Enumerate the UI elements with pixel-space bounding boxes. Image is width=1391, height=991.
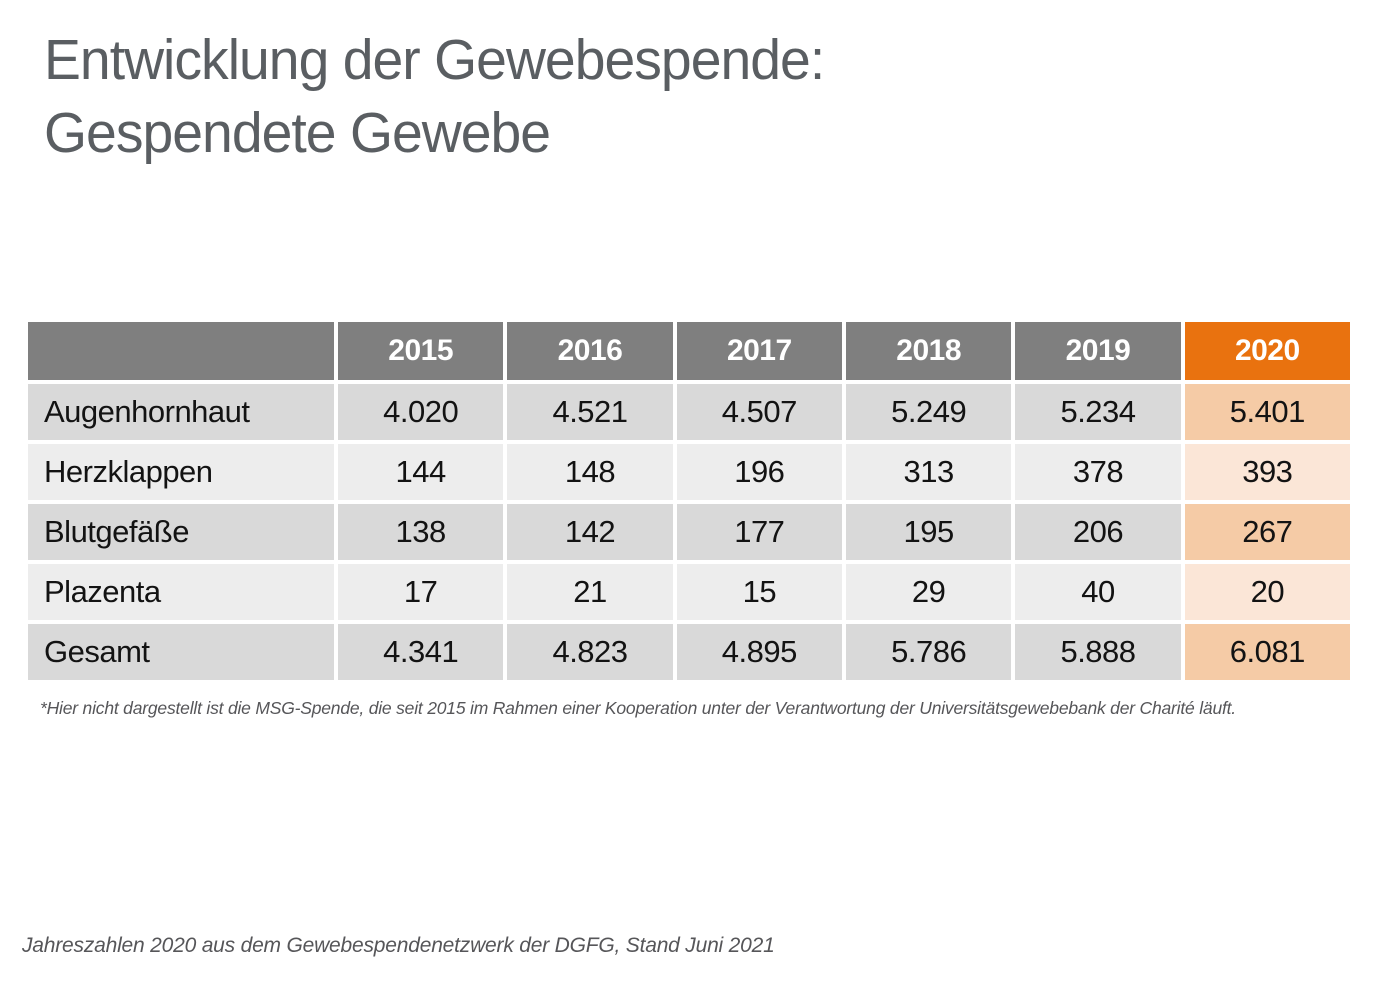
label-cell-herzklappen: Herzklappen: [28, 444, 334, 500]
value-cell-blutgefäße-2019: 206: [1015, 504, 1180, 560]
year-header-2020: 2020: [1185, 322, 1350, 380]
corner-header-cell: [28, 322, 334, 380]
value-cell-plazenta-2015: 17: [338, 564, 503, 620]
value-cell-gesamt-2020: 6.081: [1185, 624, 1350, 680]
year-header-2019: 2019: [1015, 322, 1180, 380]
label-cell-augenhornhaut: Augenhornhaut: [28, 384, 334, 440]
value-cell-blutgefäße-2015: 138: [338, 504, 503, 560]
value-cell-herzklappen-2015: 144: [338, 444, 503, 500]
value-cell-gesamt-2017: 4.895: [677, 624, 842, 680]
year-header-2016: 2016: [507, 322, 672, 380]
year-header-2018: 2018: [846, 322, 1011, 380]
value-cell-plazenta-2016: 21: [507, 564, 672, 620]
footnote-text: *Hier nicht dargestellt ist die MSG-Spende, die seit 2015 im Rahmen einer Kooperation unter der Verantwortung der Universitätsgewebebank der Charité läuft.: [40, 698, 1236, 718]
value-cell-gesamt-2015: 4.341: [338, 624, 503, 680]
value-cell-herzklappen-2019: 378: [1015, 444, 1180, 500]
value-cell-augenhornhaut-2017: 4.507: [677, 384, 842, 440]
label-cell-gesamt: Gesamt: [28, 624, 334, 680]
value-cell-augenhornhaut-2019: 5.234: [1015, 384, 1180, 440]
source-note: Jahreszahlen 2020 aus dem Gewebespendenetzwerk der DGFG, Stand Juni 2021: [22, 934, 775, 957]
value-cell-blutgefäße-2016: 142: [507, 504, 672, 560]
value-cell-herzklappen-2018: 313: [846, 444, 1011, 500]
value-cell-blutgefäße-2017: 177: [677, 504, 842, 560]
value-cell-herzklappen-2017: 196: [677, 444, 842, 500]
value-cell-augenhornhaut-2018: 5.249: [846, 384, 1011, 440]
value-cell-augenhornhaut-2015: 4.020: [338, 384, 503, 440]
page-title-line-2: Gespendete Gewebe: [44, 101, 551, 165]
value-cell-gesamt-2019: 5.888: [1015, 624, 1180, 680]
donation-table: [28, 322, 1350, 680]
value-cell-gesamt-2016: 4.823: [507, 624, 672, 680]
page-title-line-1: Entwicklung der Gewebespende:: [44, 28, 825, 92]
value-cell-plazenta-2020: 20: [1185, 564, 1350, 620]
year-header-2015: 2015: [338, 322, 503, 380]
value-cell-plazenta-2017: 15: [677, 564, 842, 620]
value-cell-augenhornhaut-2020: 5.401: [1185, 384, 1350, 440]
value-cell-gesamt-2018: 5.786: [846, 624, 1011, 680]
value-cell-herzklappen-2016: 148: [507, 444, 672, 500]
label-cell-plazenta: Plazenta: [28, 564, 334, 620]
value-cell-augenhornhaut-2016: 4.521: [507, 384, 672, 440]
label-cell-blutgefäße: Blutgefäße: [28, 504, 334, 560]
value-cell-plazenta-2019: 40: [1015, 564, 1180, 620]
value-cell-blutgefäße-2020: 267: [1185, 504, 1350, 560]
value-cell-plazenta-2018: 29: [846, 564, 1011, 620]
page-title: [44, 24, 824, 170]
value-cell-blutgefäße-2018: 195: [846, 504, 1011, 560]
year-header-2017: 2017: [677, 322, 842, 380]
value-cell-herzklappen-2020: 393: [1185, 444, 1350, 500]
